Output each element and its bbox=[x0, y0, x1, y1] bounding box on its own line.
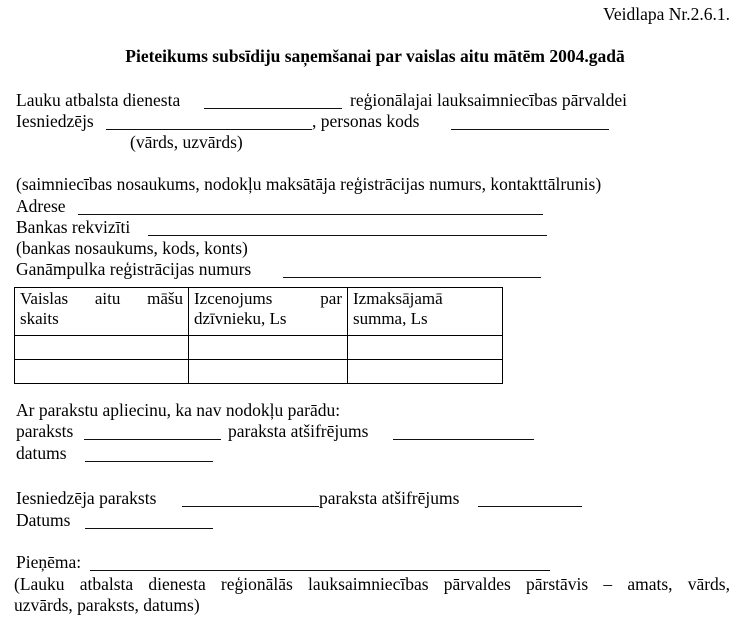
received-by-blank[interactable] bbox=[90, 570, 550, 571]
personal-code-blank[interactable] bbox=[451, 129, 609, 130]
table-header-cell-price bbox=[189, 288, 348, 336]
table-header-line-2: summa, Ls bbox=[353, 309, 428, 328]
table-cell-count[interactable] bbox=[15, 360, 189, 384]
bank-details-label: Bankas rekvizīti bbox=[16, 217, 131, 237]
table-cell-price[interactable] bbox=[189, 360, 348, 384]
table-header-line-1: Izmaksājamā bbox=[353, 289, 443, 308]
agency-prefix-label: Lauku atbalsta dienesta bbox=[16, 90, 181, 110]
table-header-cell-count bbox=[15, 288, 189, 336]
form-code: Veidlapa Nr.2.6.1. bbox=[603, 4, 730, 24]
declaration-transcript-blank[interactable] bbox=[393, 439, 534, 440]
applicant-date-label: Datums bbox=[16, 510, 71, 530]
personal-code-label: , personas kods bbox=[312, 111, 420, 131]
table-row bbox=[15, 360, 503, 384]
applicant-name-blank[interactable] bbox=[106, 129, 312, 130]
table-header-line-2: dzīvnieku, Ls bbox=[194, 309, 287, 328]
declaration-signature-label: paraksts bbox=[16, 421, 74, 441]
table-header-cell-amount bbox=[348, 288, 503, 336]
entity-caption: (saimniecības nosaukums, nodokļu maksātāja reģistrācijas numurs, kontakttālrunis) bbox=[16, 174, 602, 194]
applicant-signature-blank[interactable] bbox=[182, 506, 319, 507]
herd-number-blank[interactable] bbox=[283, 277, 541, 278]
name-caption: (vārds, uzvārds) bbox=[130, 132, 243, 152]
page-title: Pieteikums subsīdiju saņemšanai par vaislas aitu mātēm 2004.gadā bbox=[125, 46, 625, 66]
table-header-line-1: Vaislas aitu māšu bbox=[20, 289, 183, 308]
table-header-line-2: skaits bbox=[20, 309, 59, 328]
table-header-line-1: Izcenojums par bbox=[194, 289, 342, 308]
applicant-label: Iesniedzējs bbox=[16, 111, 94, 131]
bank-details-blank[interactable] bbox=[148, 235, 547, 236]
declaration-signature-blank[interactable] bbox=[84, 439, 221, 440]
received-caption-line-1: (Lauku atbalsta dienesta reģionālās lauksaimniecības pārvaldes pārstāvis – amats, vārds, bbox=[14, 574, 730, 594]
applicant-transcript-blank[interactable] bbox=[478, 506, 582, 507]
declaration-statement: Ar parakstu apliecinu, ka nav nodokļu parādu: bbox=[16, 400, 341, 420]
table-cell-count[interactable] bbox=[15, 336, 189, 360]
herd-number-label: Ganāmpulka reģistrācijas numurs bbox=[16, 259, 252, 279]
agency-suffix-label: reģionālajai lauksaimniecības pārvaldei bbox=[350, 90, 627, 110]
table-header-row bbox=[15, 288, 503, 336]
received-by-caption bbox=[14, 574, 730, 616]
table-row bbox=[15, 336, 503, 360]
declaration-date-label: datums bbox=[16, 443, 67, 463]
applicant-transcript-label: paraksta atšifrējums bbox=[319, 488, 460, 508]
address-blank[interactable] bbox=[78, 214, 543, 215]
declaration-date-blank[interactable] bbox=[85, 461, 213, 462]
table-cell-price[interactable] bbox=[189, 336, 348, 360]
declaration-transcript-label: paraksta atšifrējums bbox=[228, 421, 369, 441]
received-by-label: Pieņēma: bbox=[16, 552, 82, 572]
applicant-date-blank[interactable] bbox=[85, 528, 213, 529]
subsidy-table bbox=[14, 287, 503, 384]
applicant-signature-label: Iesniedzēja paraksts bbox=[16, 488, 157, 508]
address-label: Adrese bbox=[16, 196, 66, 216]
received-caption-line-2: uzvārds, paraksts, datums) bbox=[14, 595, 200, 615]
bank-caption: (bankas nosaukums, kods, konts) bbox=[16, 238, 248, 258]
table-cell-amount[interactable] bbox=[348, 360, 503, 384]
agency-name-blank[interactable] bbox=[204, 108, 342, 109]
table-cell-amount[interactable] bbox=[348, 336, 503, 360]
